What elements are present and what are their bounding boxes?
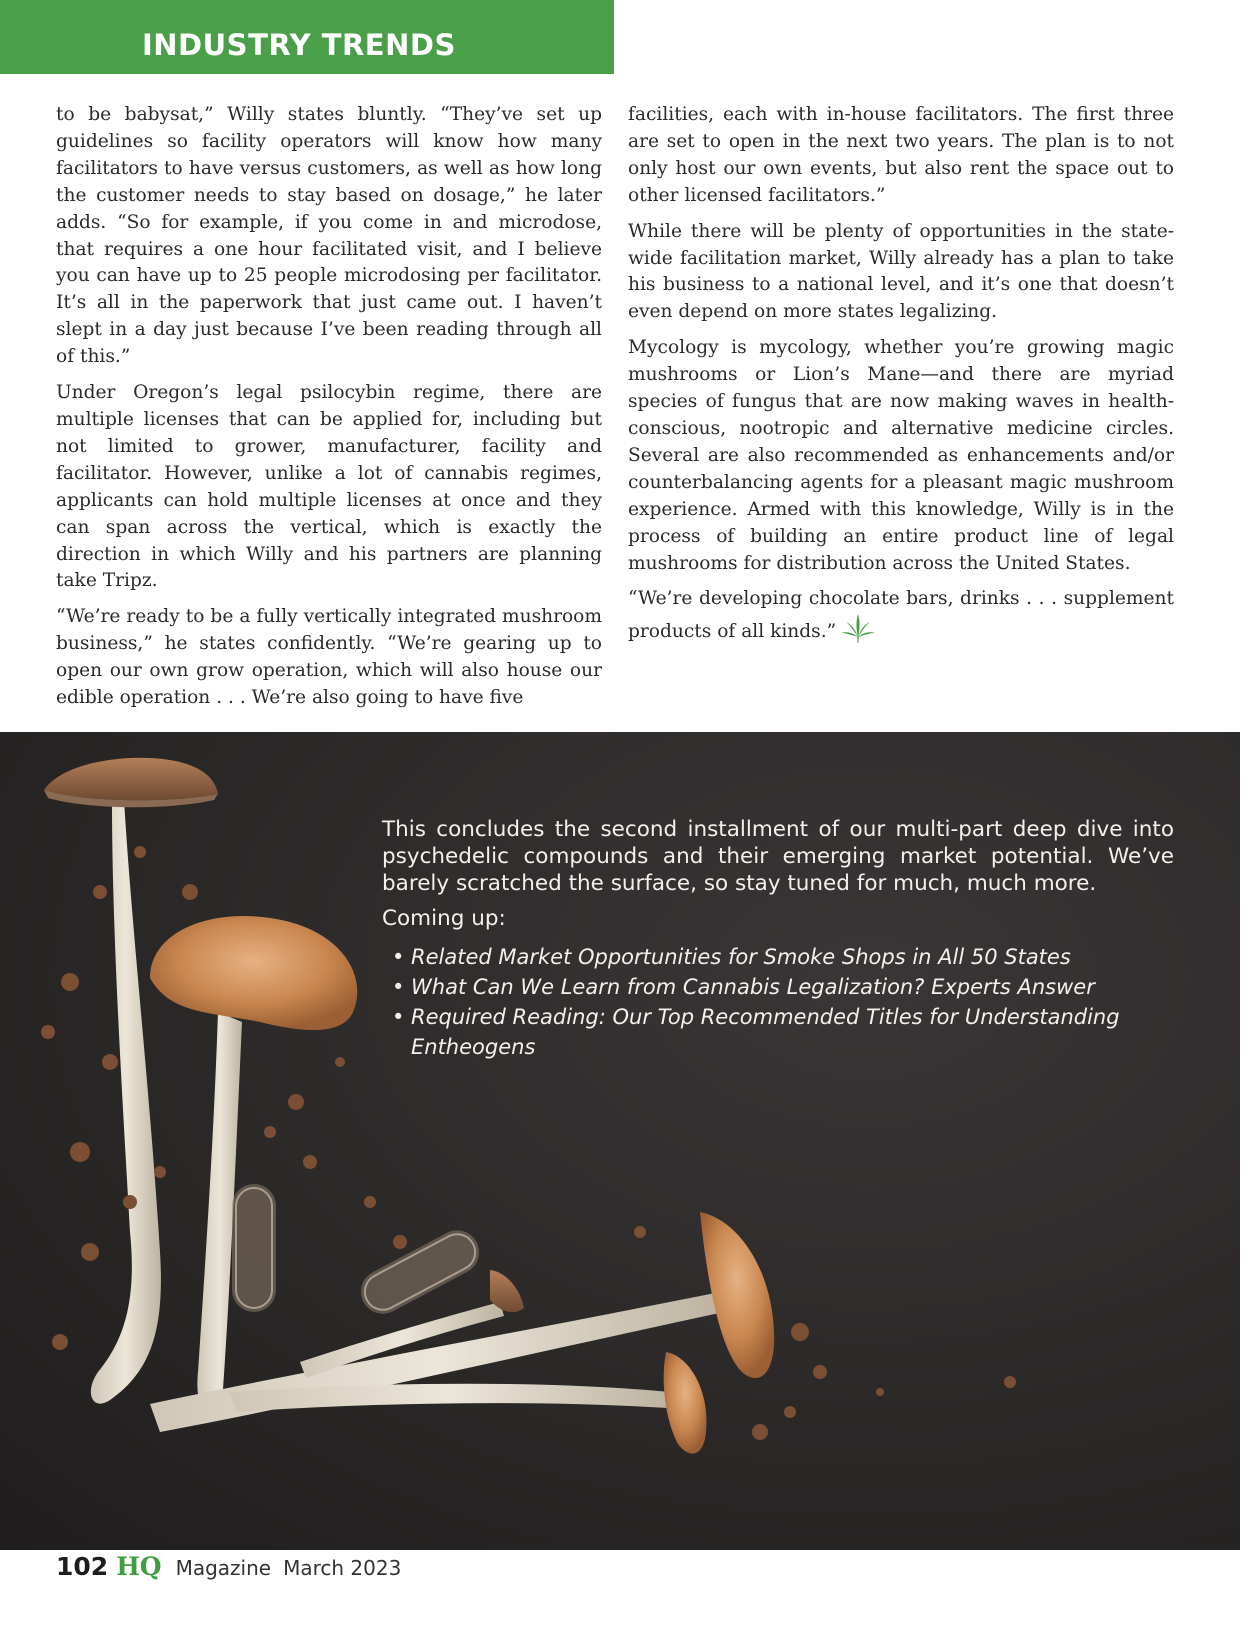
mushroom-photo-panel (0, 732, 1240, 1550)
list-item: • Required Reading: Our Top Recommended Titles for Understanding Entheogens (392, 1002, 1174, 1062)
article-paragraph: “We’re ready to be a fully vertically integrated mushroom business,” he states confidently. “We’re gearing up to open our own grow operation, which will also house our edible operation . . . We’re also going to have five (56, 606, 602, 709)
article-paragraph: Mycology is mycology, whether you’re growing magic mushrooms or Lion’s Mane—and there are myriad species of fungus that are now making waves in health-conscious, nootropic and alternative medicine circles. Several are also recommended as enhancements and/or counterbalancing agents for a pleasant magic mushroom experience. Armed with this knowledge, Willy is in the process of building an entire product line of legal mushrooms for distribution across the United States. (628, 337, 1174, 574)
coming-up-list (382, 942, 1174, 1062)
article-paragraph: facilities, each with in-house facilitators. The first three are set to open in the next two years. The plan is to not only host our own events, but also rent the space out to other licensed facilitators.” (628, 104, 1174, 206)
page-footer (56, 1552, 401, 1588)
issue-date: March 2023 (283, 1556, 402, 1580)
article-column-right (628, 102, 1174, 652)
article-column-left (56, 102, 602, 712)
callout-intro: This concludes the second installment of our multi-part deep dive into psychedelic compounds and their emerging market potential. We’ve barely scratched the surface, so stay tuned for much, much more. (382, 817, 1174, 896)
cannabis-leaf-icon (840, 613, 876, 652)
page-number: 102 (56, 1552, 109, 1581)
section-banner (0, 0, 614, 74)
list-item: • What Can We Learn from Cannabis Legalization? Experts Answer (392, 972, 1174, 1002)
article-paragraph: Under Oregon’s legal psilocybin regime, there are multiple licenses that can be applied for, including but not limited to grower, manufacturer, facility and facilitator. However, unlike a lot of cannabis regimes, applicants can hold multiple licenses at once and they can span across the vertical, which is exactly the direction in which Willy and his partners are planning take Tripz. (56, 382, 602, 592)
list-item: • Related Market Opportunities for Smoke Shops in All 50 States (392, 942, 1174, 972)
coming-up-callout (382, 816, 1174, 1062)
hq-logo: HQ (116, 1552, 162, 1581)
publication-name: Magazine (175, 1556, 272, 1580)
article-paragraph: While there will be plenty of opportunities in the state-wide facilitation market, Willy already has a plan to take his business to a national level, and it’s one that doesn’t even depend on more states legalizing. (628, 220, 1174, 323)
article-closing-text: “We’re developing chocolate bars, drinks . . . supplement products of all kinds.” (628, 588, 1174, 643)
article-paragraph: to be babysat,” Willy states bluntly. “They’ve set up guidelines so facility operators will know how many facilitators to have versus customers, as well as how long the customer needs to stay based on dosage,” he later adds. “So for example, if you come in and microdose, that requires a one hour facilitated visit, and I believe you can have up to 25 people microdosing per facilitator. It’s all in the paperwork that just came out. I haven’t slept in a day just because I’ve been reading through all of this.” (56, 104, 602, 368)
section-title: INDUSTRY TRENDS (142, 28, 456, 62)
callout-heading: Coming up: (382, 906, 506, 931)
article-closing-paragraph (628, 586, 1174, 652)
